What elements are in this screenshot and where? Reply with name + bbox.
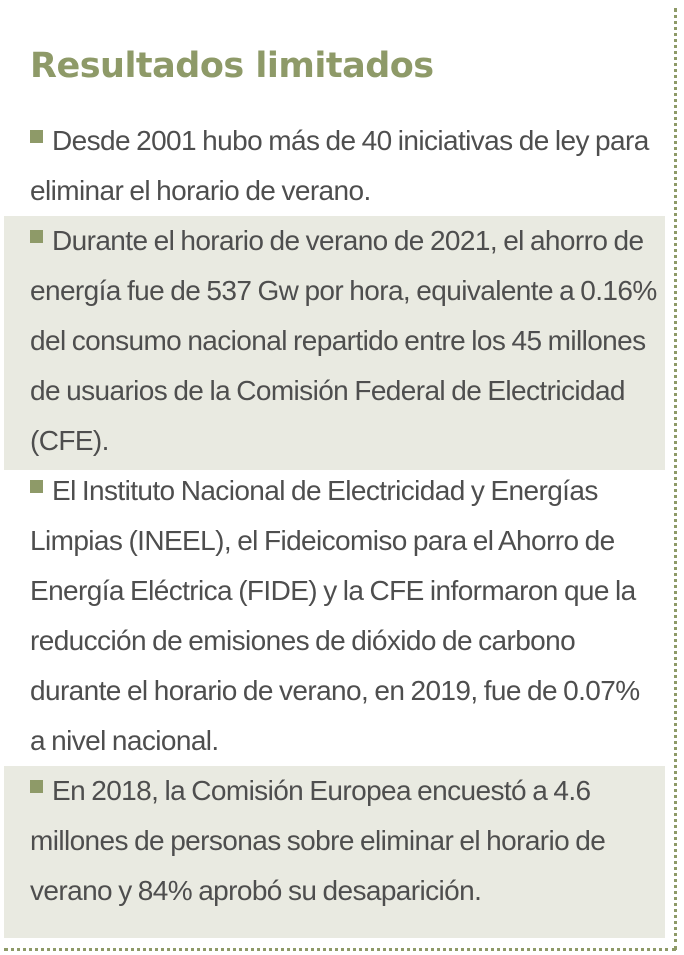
panel-title: Resultados limitados xyxy=(30,46,434,86)
dotted-border-bottom xyxy=(4,948,676,951)
square-bullet-icon xyxy=(30,130,43,143)
list-item xyxy=(4,766,665,938)
square-bullet-icon xyxy=(30,230,43,243)
list-item xyxy=(4,216,665,470)
list-item xyxy=(4,116,665,216)
square-bullet-icon xyxy=(30,780,43,793)
list-item-text: Durante el horario de verano de 2021, el ahorro de energía fue de 537 Gw por hora, equivalente a 0.16% del consumo nacional repartido entre los 45 millones de usuarios de la Comisión Federal de Electricidad (CFE). xyxy=(30,225,657,456)
square-bullet-icon xyxy=(30,480,43,493)
list-item-text: Desde 2001 hubo más de 40 iniciativas de ley para eliminar el horario de verano. xyxy=(30,125,649,206)
list-item-text: En 2018, la Comisión Europea encuestó a 4.6 millones de personas sobre eliminar el horario de verano y 84% aprobó su desaparición. xyxy=(30,775,606,906)
list-item-text: El Instituto Nacional de Electricidad y Energías Limpias (INEEL), el Fideicomiso para el Ahorro de Energía Eléctrica (FIDE) y la CFE informaron que la reducción de emisiones de dióxido de carbono durante el horario de verano, en 2019, fue de 0.07% a nivel nacional. xyxy=(30,475,640,756)
dotted-border-right xyxy=(674,8,677,950)
list-item xyxy=(4,466,665,766)
